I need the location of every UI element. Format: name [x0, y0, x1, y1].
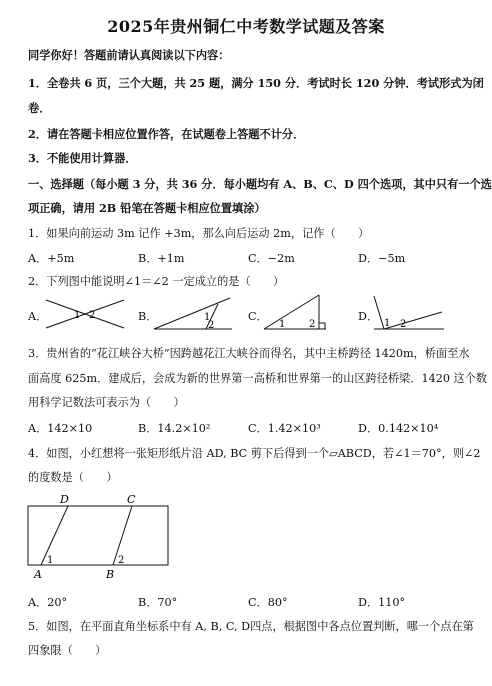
question-1-stem: 1．如果向前运动 3m 记作 +3m，那么向后运动 2m，记作（ ） [28, 227, 370, 240]
question-3-option-d: D．0.142×10⁴ [358, 422, 439, 435]
figure-perpendicular-rays [372, 292, 447, 332]
question-3-stem-cont-2: 用科学记数法可表示为（ ） [28, 396, 185, 409]
vertex-c-label: C [127, 493, 136, 506]
question-5-stem: 5．如图，在平面直角坐标系中有 A, B, C, D四点，根据图中各点位置判断，哪一个点在第 [28, 620, 474, 633]
instructions-greeting: 同学你好！答题前请认真阅读以下内容： [28, 48, 230, 62]
question-5-stem-cont: 四象限（ ） [28, 644, 107, 657]
figure-c-angle-2: 2 [309, 319, 316, 330]
question-4-stem-cont: 的度数是（ ） [28, 471, 118, 484]
question-3-stem: 3．贵州省的“花江峡谷大桥”因跨越花江大峡谷而得名，其中主桥跨径 1420m，桥面至水 [28, 347, 470, 360]
question-4-option-a: A．20° [28, 596, 68, 609]
question-1-option-d: D．−5m [358, 252, 406, 265]
question-4-option-d: D．110° [358, 596, 406, 609]
figure-angle-bisector [152, 296, 237, 332]
instruction-item-3: 3．不能使用计算器． [28, 151, 137, 165]
figure-rectangle-parallelogram [26, 492, 174, 584]
figure-angle-2-label: 2 [118, 555, 125, 566]
figure-b-angle-1: 1 [204, 312, 211, 323]
figure-d-angle-1: 1 [384, 318, 391, 329]
question-2-label-b: B． [138, 310, 158, 323]
instruction-item-2: 2．请在答题卡相应位置作答，在试题卷上答题不计分． [28, 127, 305, 141]
question-2-label-d: D． [358, 310, 379, 323]
question-3-option-c: C．1.42×10³ [248, 422, 321, 435]
vertex-b-label: B [106, 568, 115, 581]
instruction-item-1-cont: 卷． [28, 101, 51, 115]
figure-angle-1-label: 1 [47, 555, 54, 566]
figure-a-angle-1: 1 [74, 310, 81, 321]
question-4-option-c: C．80° [248, 596, 288, 609]
question-3-stem-cont-1: 面高度 625m．建成后，会成为新的世界第一高桥和世界第一的山区跨径桥梁．1420 这个数 [28, 372, 488, 385]
vertex-a-label: A [34, 568, 42, 581]
question-2-label-c: C． [248, 310, 268, 323]
figure-d-angle-2: 2 [400, 319, 407, 330]
question-2-stem: 2．下列图中能说明∠1＝∠2 一定成立的是（ ） [28, 275, 285, 288]
question-1-option-b: B．+1m [138, 252, 185, 265]
figure-c-angle-1: 1 [279, 319, 286, 330]
page-title: 2025年贵州铜仁中考数学试题及答案 [107, 17, 385, 36]
section-heading: 一、选择题（每小题 3 分，共 36 分．每小题均有 A、B、C、D 四个选项，其中只有一个选 [28, 177, 492, 191]
question-3-option-a: A．142×10 [28, 422, 93, 435]
question-2-label-a: A． [28, 310, 48, 323]
figure-b-angle-2: 2 [208, 320, 215, 331]
vertex-d-label: D [60, 493, 69, 506]
question-4-stem: 4．如图，小红想将一张矩形纸片沿 AD, BC 剪下后得到一个▱ABCD，若∠1＝70°，则∠2 [28, 447, 481, 460]
figure-right-triangle [262, 292, 337, 332]
figure-a-angle-2: 2 [89, 310, 96, 321]
question-3-option-b: B．14.2×10² [138, 422, 211, 435]
question-1-option-a: A．+5m [28, 252, 75, 265]
question-1-option-c: C．−2m [248, 252, 295, 265]
instruction-item-1: 1．全卷共 6 页，三个大题，共 25 题，满分 150 分．考试时长 120 分钟．考试形式为闭 [28, 76, 484, 90]
section-heading-cont: 项正确，请用 2B 铅笔在答题卡相应位置填涂） [28, 201, 266, 215]
question-4-option-b: B．70° [138, 596, 178, 609]
figure-crossing-lines [44, 296, 129, 332]
